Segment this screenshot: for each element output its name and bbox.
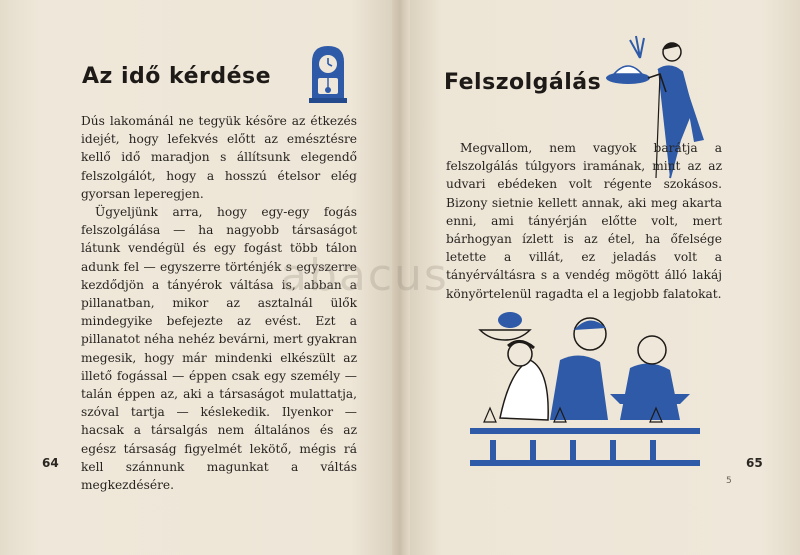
small-mark: 5 [726,476,732,486]
watermark: abacus [280,250,449,301]
clock-icon [306,44,350,104]
page-title-right: Felszolgálás [444,70,602,95]
page-number-left: 64 [42,456,59,470]
paragraph: Megvallom, nem vagyok barátja a felszolgálás túlgyors iramának, mint az az udvari ebédeken volt régente szokásos. Bizony sietnie kellett annak, aki meg akarta enni, ami tányérján előtte volt, mert bárhogyan ízlett is az étel, ha őfelsége letette a villát, ez jeladás volt a tányérváltásra s a vendég mögött álló lakáj könyörtelenül ragadta el a legjobb falatokat. [446,141,722,301]
dining-scene-illustration [470,300,710,470]
left-body-text [81,112,357,494]
paragraph: Ügyeljünk arra, hogy egy-egy fogás felszolgálása — ha nagyobb társaságot látunk vendégül és egy fogást több tálon adunk fel — egyszerre történjék s egyszerre kezdődjön a tányérok váltása is, abban a pillanatban, mikor az asztalnál ülők mindegyike befejezte az evést. Ezt a pillanatot néha nehéz bevárni, mert gyakran megesik, hogy már mindenki elkészült az illető fogással — éppen csak egy személy — talán éppen az, aki a társaságot mulattatja, szóval tartja — késlekedik. Ilyenkor — hacsak a társalgás nem általános és az egész társaság figyelmét lekötő, mégis rá kell szánnunk magunkat a váltás megkezdésére. [81,205,357,493]
page-number-right: 65 [746,456,763,470]
page-title-left: Az idő kérdése [82,64,272,89]
paragraph: Dús lakománál ne tegyük késõre az étkezés idejét, hogy lefekvés előtt az emésztésre kellő idő maradjon s állítsunk elegendő felszolgálót, hogy a hosszú ételsor elég gyorsan leperegjen. [81,114,357,201]
right-body-text [446,139,722,303]
